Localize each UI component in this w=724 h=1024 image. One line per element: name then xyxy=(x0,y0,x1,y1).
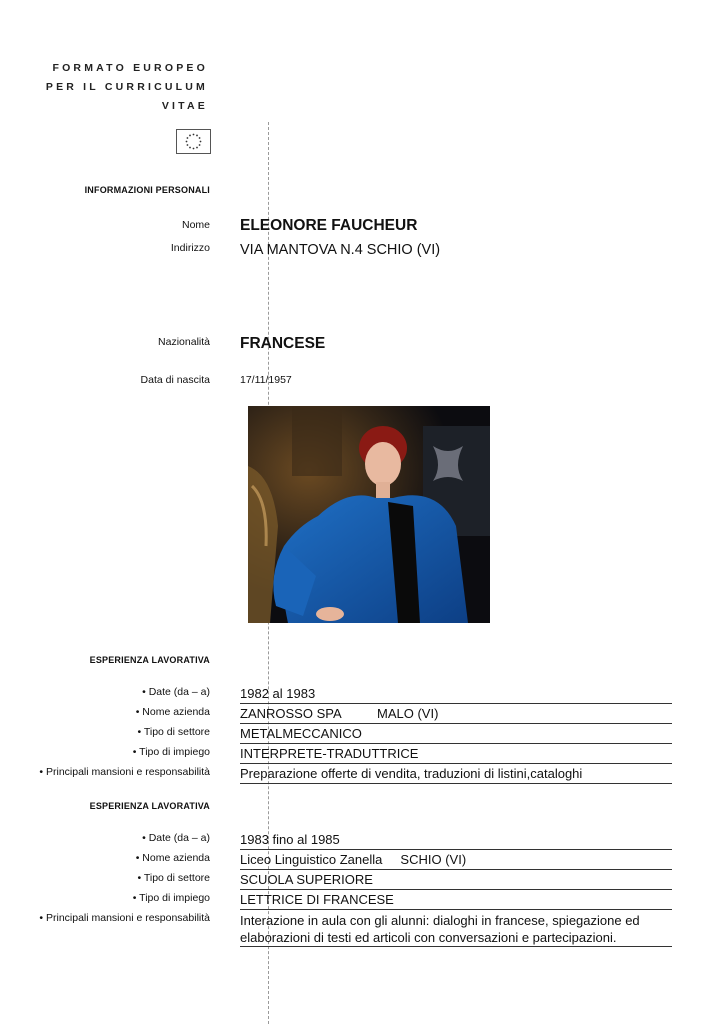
exp1-company-label: • Nome azienda xyxy=(135,706,210,718)
nationality-label: Nazionalità xyxy=(158,336,210,348)
exp1-job-label: • Tipo di impiego xyxy=(132,746,210,758)
section-work-experience-2: ESPERIENZA LAVORATIVA xyxy=(89,801,210,811)
name-label: Nome xyxy=(181,219,210,231)
exp2-job-value: LETTRICE DI FRANCESE xyxy=(240,891,672,910)
name-value: ELEONORE FAUCHEUR xyxy=(240,217,418,234)
flag-star xyxy=(189,147,191,149)
flag-star xyxy=(196,135,198,137)
exp1-duties-label: • Principali mansioni e responsabilità xyxy=(39,766,210,778)
cv-title-line-2: PER IL CURRICULUM xyxy=(45,81,208,93)
flag-star xyxy=(196,147,198,149)
cv-title-line-1: FORMATO EUROPEO xyxy=(52,62,208,74)
flag-star xyxy=(187,144,189,146)
exp1-dates-value: 1982 al 1983 xyxy=(240,685,672,704)
portrait-photo xyxy=(248,406,490,623)
flag-star xyxy=(189,135,191,137)
exp1-sector-value: METALMECCANICO xyxy=(240,725,672,744)
flag-star xyxy=(187,137,189,139)
exp2-dates-label: • Date (da – a) xyxy=(142,832,210,844)
exp2-sector-label: • Tipo di settore xyxy=(137,872,210,884)
flag-star xyxy=(193,134,195,136)
address-label: Indirizzo xyxy=(170,242,210,254)
exp2-duties-value: Interazione in aula con gli alunni: dialoghi in francese, spiegazione ed elaborazioni di testi ed articoli con conversazioni e partecipazioni. xyxy=(240,912,672,947)
exp1-duties-value: Preparazione offerte di vendita, traduzioni di listini,cataloghi xyxy=(240,765,672,784)
cv-title-line-3: VITAE xyxy=(161,100,208,112)
exp2-dates-value: 1983 fino al 1985 xyxy=(240,831,672,850)
exp2-sector-value: SCUOLA SUPERIORE xyxy=(240,871,672,890)
section-work-experience-1: ESPERIENZA LAVORATIVA xyxy=(89,655,210,665)
address-value: VIA MANTOVA N.4 SCHIO (VI) xyxy=(240,242,441,258)
birth-date-label: Data di nascita xyxy=(140,374,210,386)
exp2-job-label: • Tipo di impiego xyxy=(132,892,210,904)
flag-star xyxy=(199,144,201,146)
exp1-sector-label: • Tipo di settore xyxy=(137,726,210,738)
flag-star xyxy=(199,137,201,139)
birth-date-value: 17/11/1957 xyxy=(240,374,292,386)
flag-star xyxy=(193,148,195,150)
flag-star xyxy=(200,141,202,143)
exp2-company-label: • Nome azienda xyxy=(135,852,210,864)
exp1-company-value: ZANROSSO SPA MALO (VI) xyxy=(240,705,672,724)
nationality-value: FRANCESE xyxy=(240,335,326,352)
flag-star xyxy=(186,141,188,143)
exp2-company-value: Liceo Linguistico Zanella SCHIO (VI) xyxy=(240,851,672,870)
exp1-job-value: INTERPRETE-TRADUTTRICE xyxy=(240,745,672,764)
exp2-duties-label: • Principali mansioni e responsabilità xyxy=(39,912,210,924)
exp1-dates-label: • Date (da – a) xyxy=(142,686,210,698)
eu-flag-icon xyxy=(176,129,211,154)
section-personal-info: INFORMAZIONI PERSONALI xyxy=(84,185,210,195)
